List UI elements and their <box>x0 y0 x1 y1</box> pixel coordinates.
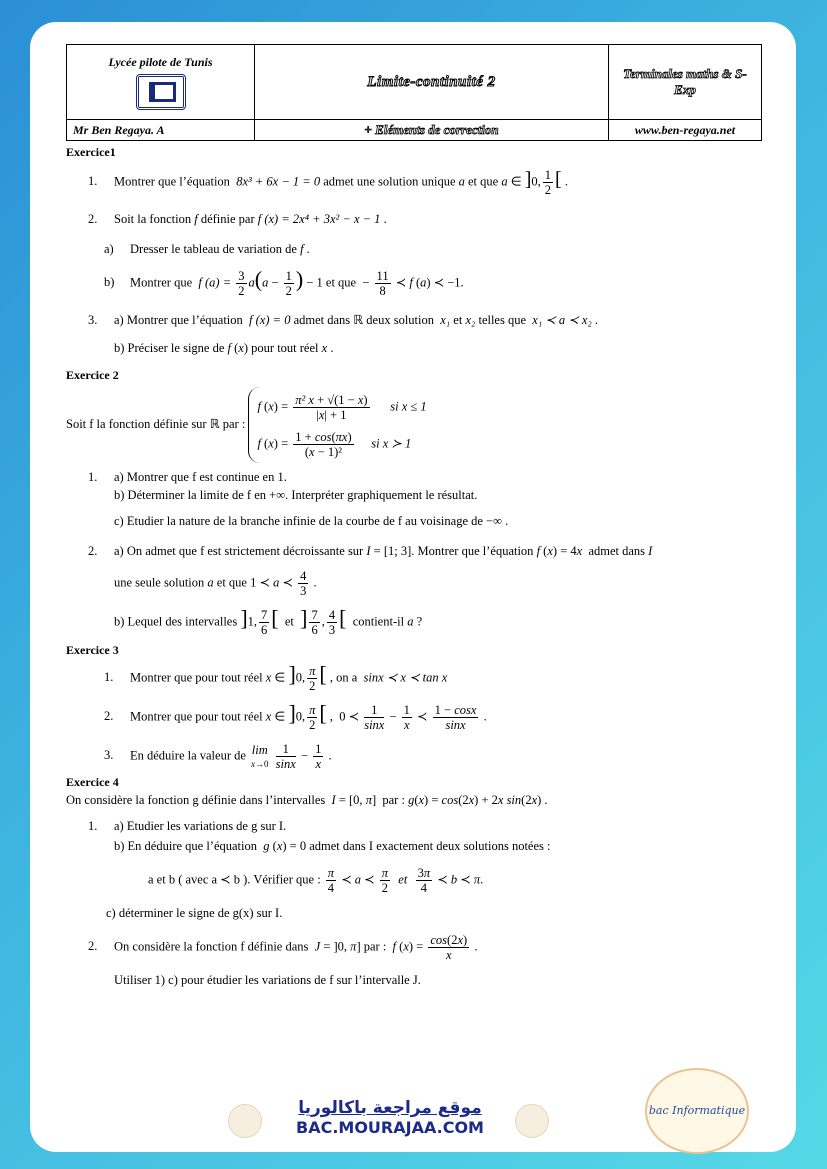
ex4-q1a: 1. a) Etudier les variations de g sur I. <box>88 819 287 833</box>
ex1-q3b: b) Préciser le signe de f (x) pour tout réel x . <box>114 341 334 355</box>
ex4-q1b-cont: a et b ( avec a ≺ b ). Vérifier que : $\frac{\pi}{4}$ ≺ a ≺ $\frac{\pi}{2}$ et $\frac{3\pi}{4}$ ≺ b ≺ π. <box>148 866 484 895</box>
header-table <box>66 44 762 141</box>
document-content <box>66 44 766 988</box>
ex2-definition: Soit f la fonction définie sur ℝ par : f (x) = $\frac{\text{π² x + √(1 − x)}}{|x| + 1}$ si x ≤ 1 f (x) = $\frac{1 + \cos(\pi x)}{\text{(x − 1)²}}$ si x ≻ 1 <box>66 387 766 463</box>
ex2-q1c: c) Etudier la nature de la branche infinie de la courbe de f au voisinage de −∞ . <box>114 514 509 528</box>
ex3-q3: 3. En déduire la valeur de lim x→0 $\frac{1}{\sin x}$ − $\frac{1}{x}$ . <box>104 742 332 771</box>
footer-site-link[interactable]: BAC.MOURAJAA.COM <box>296 1118 484 1137</box>
ex4-intro: On considère la fonction g définie dans l’intervalles I = [0, π] par : g(x) = cos(2x) + 2x sin(2x) . <box>66 793 548 807</box>
school-logo-icon <box>136 74 186 110</box>
ex4-q2-cont: Utiliser 1) c) pour étudier les variations de f sur l’intervalle J. <box>114 973 421 987</box>
ex2-q2a: 2. a) On admet que f est strictement décroissante sur I = [1; 3]. Montrer que l’équation f (x) = 4x admet dans I <box>88 544 653 558</box>
footer-flower-right-icon <box>515 1104 549 1138</box>
footer-arabic-text[interactable]: موقع مراجعة باكالوريا <box>298 1098 482 1118</box>
document-page <box>30 22 796 1152</box>
school-name: Lycée pilote de Tunis <box>108 54 213 69</box>
exercise-3-title: Exercice 3 <box>66 643 119 657</box>
ex1-q2a: a) Dresser le tableau de variation de f . <box>104 242 310 256</box>
website: www.ben-regaya.net <box>609 120 762 141</box>
ex1-q2: 2. Soit la fonction f définie par f (x) = 2x⁴ + 3x² − x − 1 . <box>88 212 387 226</box>
ex4-q2: 2. On considère la fonction f définie dans J = ]0, π] par : f (x) = $\frac{\cos(2x)}{x}$ . <box>88 933 478 962</box>
ex1-q2b: b) Montrer que f (a) = $\frac{3}{2}$ a(a − $\frac{1}{2}$ ) − 1 et que − $\frac{11}{8}$ ≺ f (a) ≺ −1. <box>104 266 464 298</box>
piecewise-system: f (x) = $\frac{\text{π² x + √(1 − x)}}{|x| + 1}$ si x ≤ 1 f (x) = $\frac{1 + \cos(\pi x)}{\text{(x − 1)²}}$ si x ≻ 1 <box>248 387 434 463</box>
ex2-q1a: 1. a) Montrer que f est continue en 1. <box>88 470 287 484</box>
ex3-q2: 2. Montrer que pour tout réel x ∈ ]0, $\frac{\pi}{2}$ [ , 0 ≺ $\frac{1}{\sin x}$ − $\frac{1}{x}$ ≺ $\frac{1 - \cos x}{\sin x}$ . <box>104 700 487 732</box>
footer-brand[interactable] <box>280 1098 500 1137</box>
ex4-q1b: b) En déduire que l’équation g (x) = 0 admet dans I exactement deux solutions notées : <box>114 839 551 853</box>
sheet-level: Terminales maths & S-Exp <box>609 45 762 120</box>
exercise-4-title: Exercice 4 <box>66 775 119 789</box>
bac-informatique-badge: bac Informatique <box>645 1068 749 1154</box>
ex2-q1b: b) Déterminer la limite de f en +∞. Interpréter graphiquement le résultat. <box>114 488 478 502</box>
ex1-q3a: 3. a) Montrer que l’équation f (x) = 0 admet dans ℝ deux solution x₁ et x₂ telles que x₁ ≺ a ≺ x₂ . <box>88 313 599 327</box>
sheet-subtitle: + Eléments de correction <box>255 120 609 141</box>
exercise-1-title: Exercice1 <box>66 145 116 159</box>
ex4-q1c: c) déterminer le signe de g(x) sur I. <box>106 906 283 920</box>
author: Mr Ben Regaya. A <box>67 120 255 141</box>
ex2-q2b: b) Lequel des intervalles ]1, $\frac{7}{6}$ [ et ] $\frac{7}{6}$ , $\frac{4}{3}$ [ contient-il a ? <box>114 605 423 637</box>
ex1-q1: 1. Montrer que l’équation 8x³ + 6x − 1 = 0 admet une solution unique a et que a ∈ ]0, $\frac{1}{2}$ [ . <box>88 168 568 197</box>
ex2-q2a-cont: une seule solution a et que 1 ≺ a ≺ $\frac{4}{3}$ . <box>114 569 317 598</box>
footer-flower-left-icon <box>228 1104 262 1138</box>
ex3-q1: 1. Montrer que pour tout réel x ∈ ]0, $\frac{\pi}{2}$ [ , on a sinx ≺ x ≺ tan x <box>104 661 448 693</box>
school-cell <box>67 45 255 120</box>
exercise-2-title: Exercice 2 <box>66 368 119 382</box>
sheet-title: Limite-continuité 2 <box>255 45 609 120</box>
